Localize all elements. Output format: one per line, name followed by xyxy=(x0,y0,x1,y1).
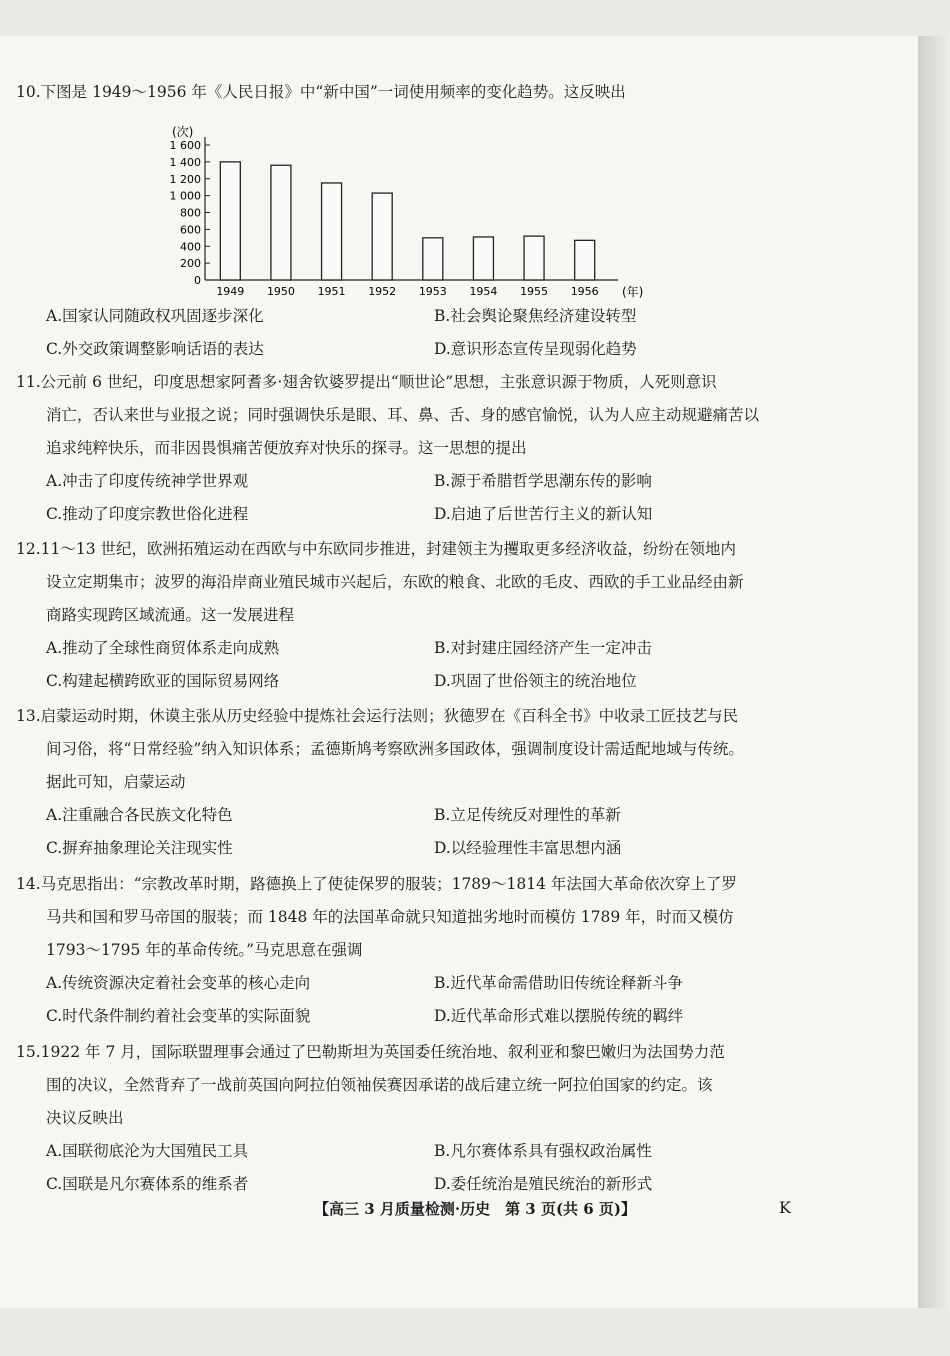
question-14 xyxy=(16,868,896,1033)
option-11-b[interactable]: B.源于希腊哲学思潮东传的影响 xyxy=(434,472,652,490)
question-13-line-1: 13.启蒙运动时期，休谟主张从历史经验中提炼社会运行法则；狄德罗在《百科全书》中收录工匠技艺与民 xyxy=(16,707,739,725)
bar-chart xyxy=(150,118,670,308)
option-15-a[interactable]: A.国联彻底沦为大国殖民工具 xyxy=(46,1142,249,1160)
question-10 xyxy=(16,76,896,109)
bar-1955 xyxy=(524,236,544,280)
option-11-a[interactable]: A.冲击了印度传统神学世界观 xyxy=(46,472,249,490)
question-11 xyxy=(16,366,896,531)
question-11-line-3: 追求纯粹快乐，而非因畏惧痛苦便放弃对快乐的探寻。这一思想的提出 xyxy=(46,439,527,457)
bar-1952 xyxy=(372,193,392,280)
chart-bars xyxy=(220,162,594,280)
option-13-a[interactable]: A.注重融合各民族文化特色 xyxy=(46,806,233,824)
page-footer: 【高三 3 月质量检测·历史 第 3 页(共 6 页)】 xyxy=(313,1200,637,1218)
option-12-b[interactable]: B.对封建庄园经济产生一定冲击 xyxy=(434,639,652,657)
question-13-line-3: 据此可知，启蒙运动 xyxy=(46,773,186,791)
option-15-c[interactable]: C.国联是凡尔赛体系的维系者 xyxy=(46,1175,249,1193)
y-tick-label: 400 xyxy=(180,240,201,254)
x-tick-label: 1949 xyxy=(216,285,245,298)
chart-container xyxy=(150,118,670,308)
option-12-a[interactable]: A.推动了全球性商贸体系走向成熟 xyxy=(46,639,280,657)
option-14-d[interactable]: D.近代革命形式难以摆脱传统的羁绊 xyxy=(434,1007,684,1025)
option-13-d[interactable]: D.以经验理性丰富思想内涵 xyxy=(434,839,622,857)
option-12-d[interactable]: D.巩固了世俗领主的统治地位 xyxy=(434,672,637,690)
y-tick-label: 600 xyxy=(180,223,201,237)
question-14-line-3: 1793～1795 年的革命传统。”马克思意在强调 xyxy=(46,941,363,959)
paper-code: K xyxy=(779,1198,791,1217)
question-15 xyxy=(16,1036,896,1201)
question-10-stem: 10.下图是 1949～1956 年《人民日报》中“新中国”一词使用频率的变化趋势。这反映出 xyxy=(16,83,626,101)
option-10-d[interactable]: D.意识形态宣传呈现弱化趋势 xyxy=(434,340,637,358)
chart-xlabel: (年) xyxy=(622,285,644,299)
question-14-line-1: 14.马克思指出：“宗教改革时期，路德换上了使徒保罗的服装；1789～1814 年法国大革命依次穿上了罗 xyxy=(16,875,737,893)
option-13-c[interactable]: C.摒弃抽象理论关注现实性 xyxy=(46,839,233,857)
question-11-line-1: 11.公元前 6 世纪，印度思想家阿耆多·翅舍钦婆罗提出“顺世论”思想，主张意识源于物质，人死则意识 xyxy=(16,373,717,391)
chart-ylabel: (次) xyxy=(172,125,194,139)
chart-y-ticks xyxy=(170,139,211,287)
y-tick-label: 0 xyxy=(194,274,201,287)
question-14-line-2: 马共和国和罗马帝国的服装；而 1848 年的法国革命就只知道拙劣地时而模仿 1789 年，时而又模仿 xyxy=(46,908,734,926)
question-11-line-2: 消亡，否认来世与业报之说；同时强调快乐是眼、耳、鼻、舌、身的感官愉悦，认为人应主动规避痛苦以 xyxy=(46,406,760,424)
option-11-c[interactable]: C.推动了印度宗教世俗化进程 xyxy=(46,505,249,523)
x-tick-label: 1955 xyxy=(520,285,549,298)
bar-1951 xyxy=(322,183,342,280)
question-12-line-1: 12.11～13 世纪，欧洲拓殖运动在西欧与中东欧同步推进，封建领主为攫取更多经济收益，纷纷在领地内 xyxy=(16,540,737,558)
y-tick-label: 200 xyxy=(180,257,201,271)
bar-1953 xyxy=(423,238,443,280)
x-tick-label: 1956 xyxy=(570,285,599,298)
question-15-line-3: 决议反映出 xyxy=(46,1109,124,1127)
option-14-a[interactable]: A.传统资源决定着社会变革的核心走向 xyxy=(46,974,311,992)
chart-axes xyxy=(205,137,618,280)
y-tick-label: 800 xyxy=(180,206,201,220)
bar-1950 xyxy=(271,165,291,280)
option-10-c[interactable]: C.外交政策调整影响话语的表达 xyxy=(46,340,264,358)
bar-1949 xyxy=(220,162,240,280)
question-12 xyxy=(16,533,896,698)
x-tick-label: 1953 xyxy=(418,285,447,298)
option-14-c[interactable]: C.时代条件制约着社会变革的实际面貌 xyxy=(46,1007,311,1025)
question-15-line-1: 15.1922 年 7 月，国际联盟理事会通过了巴勒斯坦为英国委任统治地、叙利亚和黎巴嫩归为法国势力范 xyxy=(16,1043,725,1061)
chart-x-ticks xyxy=(216,285,598,298)
x-tick-label: 1951 xyxy=(317,285,346,298)
question-12-line-2: 设立定期集市；波罗的海沿岸商业殖民城市兴起后，东欧的粮食、北欧的毛皮、西欧的手工业品经由新 xyxy=(46,573,744,591)
option-15-d[interactable]: D.委任统治是殖民统治的新形式 xyxy=(434,1175,653,1193)
option-10-a[interactable]: A.国家认同随政权巩固逐步深化 xyxy=(46,307,264,325)
y-tick-label: 1 400 xyxy=(169,155,201,169)
question-13 xyxy=(16,700,896,865)
option-13-b[interactable]: B.立足传统反对理性的革新 xyxy=(434,806,621,824)
x-tick-label: 1950 xyxy=(266,285,295,298)
y-tick-label: 1 000 xyxy=(169,189,201,203)
y-tick-label: 1 600 xyxy=(169,139,201,152)
option-11-d[interactable]: D.启迪了后世苦行主义的新认知 xyxy=(434,505,653,523)
question-12-line-3: 商路实现跨区域流通。这一发展进程 xyxy=(46,606,295,624)
option-15-b[interactable]: B.凡尔赛体系具有强权政治属性 xyxy=(434,1142,652,1160)
question-10-options xyxy=(16,300,896,366)
option-12-c[interactable]: C.构建起横跨欧亚的国际贸易网络 xyxy=(46,672,280,690)
page-edge-shadow xyxy=(918,36,950,1308)
bar-1954 xyxy=(473,237,493,280)
bar-1956 xyxy=(575,240,595,280)
x-tick-label: 1954 xyxy=(469,285,498,298)
x-tick-label: 1952 xyxy=(368,285,397,298)
option-14-b[interactable]: B.近代革命需借助旧传统诠释新斗争 xyxy=(434,974,683,992)
option-10-b[interactable]: B.社会舆论聚焦经济建设转型 xyxy=(434,307,637,325)
y-tick-label: 1 200 xyxy=(169,172,201,186)
question-15-line-2: 围的决议，全然背弃了一战前英国向阿拉伯领袖侯赛因承诺的战后建立统一阿拉伯国家的约定。该 xyxy=(46,1076,713,1094)
question-13-line-2: 间习俗，将“日常经验”纳入知识体系；孟德斯鸠考察欧洲多国政体，强调制度设计需适配地域与传统。 xyxy=(46,740,744,758)
